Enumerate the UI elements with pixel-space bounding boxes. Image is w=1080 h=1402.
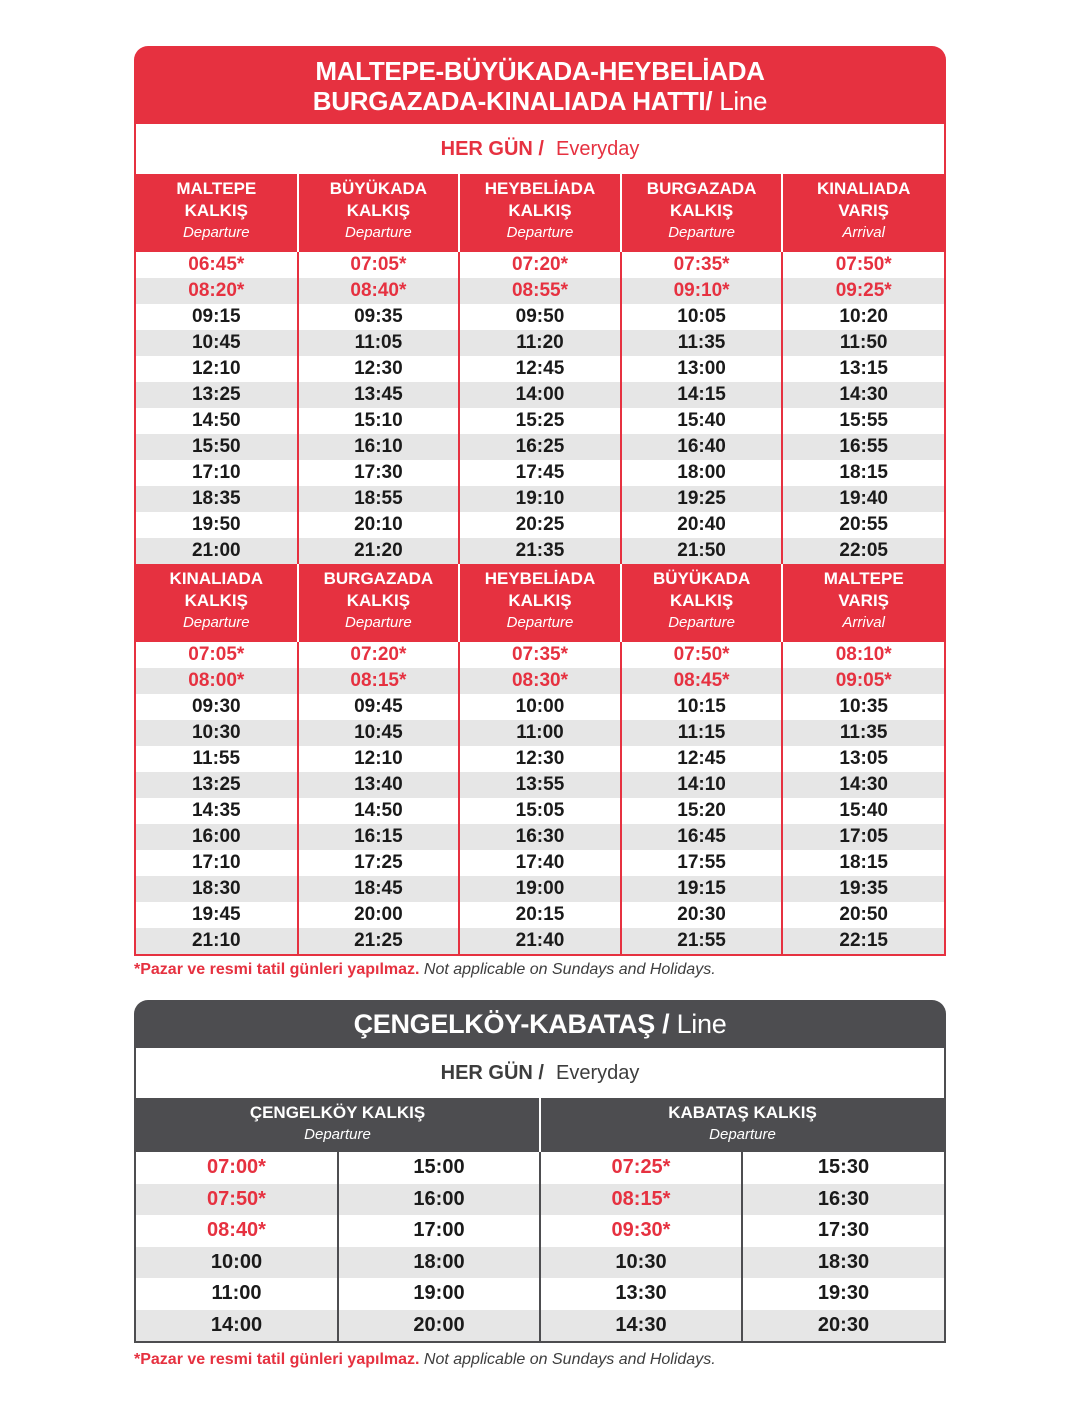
column-header-station: KINALIADA bbox=[816, 179, 911, 198]
table-row bbox=[136, 330, 944, 356]
time-cell: 09:35 bbox=[298, 304, 460, 330]
time-cell: 09:10* bbox=[621, 278, 783, 304]
time-cell: 21:55 bbox=[621, 928, 783, 954]
time-cell: 08:40* bbox=[298, 278, 460, 304]
time-cell: 18:30 bbox=[136, 876, 298, 902]
table-row bbox=[136, 538, 944, 564]
column-header bbox=[782, 174, 944, 252]
time-cell: 19:50 bbox=[136, 512, 298, 538]
time-cell: 18:15 bbox=[782, 850, 944, 876]
line2-title bbox=[134, 1000, 946, 1048]
time-cell: 17:30 bbox=[742, 1215, 944, 1247]
time-cell: 18:15 bbox=[782, 460, 944, 486]
time-cell: 12:45 bbox=[459, 356, 621, 382]
time-cell: 22:15 bbox=[782, 928, 944, 954]
time-cell: 19:40 bbox=[782, 486, 944, 512]
time-cell: 08:15* bbox=[298, 668, 460, 694]
time-cell: 20:25 bbox=[459, 512, 621, 538]
column-header-type: KALKIŞ bbox=[669, 201, 734, 220]
time-cell: 20:00 bbox=[338, 1310, 540, 1342]
time-cell: 09:15 bbox=[136, 304, 298, 330]
table-row bbox=[136, 642, 944, 668]
time-cell: 08:45* bbox=[621, 668, 783, 694]
time-cell: 14:15 bbox=[621, 382, 783, 408]
time-cell: 16:55 bbox=[782, 434, 944, 460]
time-cell: 11:00 bbox=[459, 720, 621, 746]
line2-title-text: ÇENGELKÖY-KABATAŞ / bbox=[353, 1009, 670, 1039]
column-header-subtitle: Departure bbox=[182, 614, 250, 631]
time-cell: 07:20* bbox=[459, 252, 621, 278]
table-row bbox=[136, 850, 944, 876]
time-cell: 16:40 bbox=[621, 434, 783, 460]
column-header bbox=[621, 564, 783, 642]
time-cell: 07:50* bbox=[621, 642, 783, 668]
column-header bbox=[459, 564, 621, 642]
time-cell: 10:30 bbox=[136, 720, 298, 746]
time-cell: 19:00 bbox=[459, 876, 621, 902]
time-cell: 13:40 bbox=[298, 772, 460, 798]
line1-everyday bbox=[136, 124, 944, 174]
time-cell: 10:20 bbox=[782, 304, 944, 330]
line2-footnote-bold: *Pazar ve resmi tatil günleri yapılmaz. bbox=[134, 1351, 420, 1368]
time-cell: 14:10 bbox=[621, 772, 783, 798]
time-cell: 14:30 bbox=[540, 1310, 742, 1342]
time-cell: 21:35 bbox=[459, 538, 621, 564]
column-header-station: KINALIADA bbox=[169, 569, 264, 588]
time-cell: 12:30 bbox=[459, 746, 621, 772]
time-cell: 09:25* bbox=[782, 278, 944, 304]
column-header bbox=[298, 564, 460, 642]
time-cell: 19:35 bbox=[782, 876, 944, 902]
time-cell: 11:35 bbox=[621, 330, 783, 356]
time-cell: 11:50 bbox=[782, 330, 944, 356]
time-cell: 14:50 bbox=[136, 408, 298, 434]
time-cell: 15:30 bbox=[742, 1152, 944, 1184]
time-cell: 14:30 bbox=[782, 772, 944, 798]
table-row bbox=[136, 512, 944, 538]
column-header-station: HEYBELİADA bbox=[484, 569, 596, 588]
time-cell: 20:30 bbox=[621, 902, 783, 928]
time-cell: 18:30 bbox=[742, 1247, 944, 1279]
time-cell: 08:40* bbox=[136, 1215, 338, 1247]
time-cell: 19:30 bbox=[742, 1278, 944, 1310]
column-header-station: BURGAZADA bbox=[323, 569, 434, 588]
column-header bbox=[298, 174, 460, 252]
table-row bbox=[136, 1278, 944, 1310]
time-cell: 14:00 bbox=[459, 382, 621, 408]
column-header-type: VARIŞ bbox=[838, 201, 890, 220]
column-header-subtitle: Departure bbox=[709, 1126, 776, 1143]
column-header-station: MALTEPE bbox=[823, 569, 904, 588]
time-cell: 10:00 bbox=[136, 1247, 338, 1279]
line1-inbound-table bbox=[136, 564, 944, 954]
time-cell: 22:05 bbox=[782, 538, 944, 564]
line1-footnote-italic: Not applicable on Sundays and Holidays. bbox=[423, 961, 716, 978]
time-cell: 16:00 bbox=[338, 1184, 540, 1216]
time-cell: 07:20* bbox=[298, 642, 460, 668]
time-cell: 21:10 bbox=[136, 928, 298, 954]
time-cell: 10:35 bbox=[782, 694, 944, 720]
time-cell: 20:15 bbox=[459, 902, 621, 928]
column-header-type: KALKIŞ bbox=[669, 591, 734, 610]
line2-everyday-thin: Everyday bbox=[555, 1061, 640, 1084]
column-header-station: MALTEPE bbox=[176, 179, 257, 198]
line1-schedule bbox=[134, 46, 946, 956]
time-cell: 15:05 bbox=[459, 798, 621, 824]
time-cell: 11:35 bbox=[782, 720, 944, 746]
time-cell: 20:00 bbox=[298, 902, 460, 928]
table-row bbox=[136, 668, 944, 694]
time-cell: 13:25 bbox=[136, 772, 298, 798]
column-header-type: VARIŞ bbox=[838, 591, 890, 610]
column-header-station: KABATAŞ KALKIŞ bbox=[668, 1103, 817, 1122]
time-cell: 11:55 bbox=[136, 746, 298, 772]
table-row bbox=[136, 772, 944, 798]
time-cell: 16:15 bbox=[298, 824, 460, 850]
time-cell: 13:25 bbox=[136, 382, 298, 408]
column-header-subtitle: Departure bbox=[182, 224, 250, 241]
line1-title bbox=[134, 46, 946, 124]
time-cell: 08:55* bbox=[459, 278, 621, 304]
time-cell: 14:00 bbox=[136, 1310, 338, 1342]
line2-everyday bbox=[136, 1048, 944, 1098]
time-cell: 15:20 bbox=[621, 798, 783, 824]
time-cell: 13:55 bbox=[459, 772, 621, 798]
line1-title-suffix: Line bbox=[719, 86, 768, 116]
column-header-station: BURGAZADA bbox=[646, 179, 757, 198]
time-cell: 08:20* bbox=[136, 278, 298, 304]
column-header-station: HEYBELİADA bbox=[484, 179, 596, 198]
time-cell: 10:00 bbox=[459, 694, 621, 720]
column-header bbox=[782, 564, 944, 642]
time-cell: 16:00 bbox=[136, 824, 298, 850]
column-header-subtitle: Departure bbox=[345, 614, 412, 631]
time-cell: 14:50 bbox=[298, 798, 460, 824]
column-header-type: KALKIŞ bbox=[508, 591, 572, 610]
time-cell: 15:55 bbox=[782, 408, 944, 434]
time-cell: 14:35 bbox=[136, 798, 298, 824]
time-cell: 19:00 bbox=[338, 1278, 540, 1310]
time-cell: 20:10 bbox=[298, 512, 460, 538]
time-cell: 18:45 bbox=[298, 876, 460, 902]
time-cell: 13:30 bbox=[540, 1278, 742, 1310]
time-cell: 18:35 bbox=[136, 486, 298, 512]
table-row bbox=[136, 1215, 944, 1247]
time-cell: 10:45 bbox=[136, 330, 298, 356]
line1-title-line1: MALTEPE-BÜYÜKADA-HEYBELİADA bbox=[315, 56, 765, 86]
column-header-type: KALKIŞ bbox=[508, 201, 572, 220]
column-header-subtitle: Arrival bbox=[842, 224, 885, 241]
time-cell: 07:00* bbox=[136, 1152, 338, 1184]
time-cell: 08:15* bbox=[540, 1184, 742, 1216]
time-cell: 12:30 bbox=[298, 356, 460, 382]
time-cell: 09:45 bbox=[298, 694, 460, 720]
time-cell: 16:30 bbox=[459, 824, 621, 850]
table-row bbox=[136, 278, 944, 304]
time-cell: 15:40 bbox=[782, 798, 944, 824]
column-header bbox=[621, 174, 783, 252]
time-cell: 18:55 bbox=[298, 486, 460, 512]
table-row bbox=[136, 382, 944, 408]
table-row bbox=[136, 876, 944, 902]
time-cell: 17:25 bbox=[298, 850, 460, 876]
time-cell: 14:30 bbox=[782, 382, 944, 408]
table-row bbox=[136, 486, 944, 512]
table-row bbox=[136, 1184, 944, 1216]
line1-everyday-thin: Everyday bbox=[555, 137, 640, 160]
time-cell: 07:35* bbox=[621, 252, 783, 278]
time-cell: 17:30 bbox=[298, 460, 460, 486]
table-row bbox=[136, 356, 944, 382]
time-cell: 17:10 bbox=[136, 460, 298, 486]
column-header-type: KALKIŞ bbox=[346, 201, 411, 220]
time-cell: 07:05* bbox=[298, 252, 460, 278]
column-header-type: KALKIŞ bbox=[346, 591, 411, 610]
line1-everyday-bold: HER GÜN / bbox=[440, 137, 544, 160]
column-header bbox=[459, 174, 621, 252]
column-header-type: KALKIŞ bbox=[184, 201, 248, 220]
time-cell: 16:10 bbox=[298, 434, 460, 460]
time-cell: 10:30 bbox=[540, 1247, 742, 1279]
time-cell: 12:10 bbox=[136, 356, 298, 382]
time-cell: 19:45 bbox=[136, 902, 298, 928]
time-cell: 09:50 bbox=[459, 304, 621, 330]
table-row bbox=[136, 720, 944, 746]
time-cell: 12:45 bbox=[621, 746, 783, 772]
time-cell: 18:00 bbox=[338, 1247, 540, 1279]
time-cell: 09:05* bbox=[782, 668, 944, 694]
time-cell: 07:50* bbox=[136, 1184, 338, 1216]
table-row bbox=[136, 1310, 944, 1342]
time-cell: 15:40 bbox=[621, 408, 783, 434]
line1-footnote-bold: *Pazar ve resmi tatil günleri yapılmaz. bbox=[134, 961, 420, 978]
time-cell: 17:10 bbox=[136, 850, 298, 876]
time-cell: 19:25 bbox=[621, 486, 783, 512]
time-cell: 21:25 bbox=[298, 928, 460, 954]
table-row bbox=[136, 252, 944, 278]
column-header bbox=[136, 1098, 540, 1152]
column-header bbox=[540, 1098, 944, 1152]
column-header-subtitle: Departure bbox=[668, 614, 735, 631]
time-cell: 08:00* bbox=[136, 668, 298, 694]
time-cell: 21:20 bbox=[298, 538, 460, 564]
time-cell: 08:30* bbox=[459, 668, 621, 694]
time-cell: 19:10 bbox=[459, 486, 621, 512]
line2-footnote bbox=[134, 1351, 716, 1369]
time-cell: 16:45 bbox=[621, 824, 783, 850]
time-cell: 10:45 bbox=[298, 720, 460, 746]
time-cell: 15:10 bbox=[298, 408, 460, 434]
time-cell: 11:20 bbox=[459, 330, 621, 356]
table-row bbox=[136, 746, 944, 772]
time-cell: 20:30 bbox=[742, 1310, 944, 1342]
time-cell: 21:50 bbox=[621, 538, 783, 564]
time-cell: 09:30* bbox=[540, 1215, 742, 1247]
column-header-subtitle: Arrival bbox=[842, 614, 885, 631]
time-cell: 06:45* bbox=[136, 252, 298, 278]
time-cell: 07:35* bbox=[459, 642, 621, 668]
table-row bbox=[136, 798, 944, 824]
time-cell: 10:15 bbox=[621, 694, 783, 720]
column-header-station: BÜYÜKADA bbox=[329, 179, 428, 198]
line1-title-line2: BURGAZADA-KINALIADA HATTI/ bbox=[312, 86, 713, 116]
table-row bbox=[136, 304, 944, 330]
line2-footnote-italic: Not applicable on Sundays and Holidays. bbox=[423, 1351, 716, 1368]
column-header-subtitle: Departure bbox=[506, 224, 574, 241]
time-cell: 08:10* bbox=[782, 642, 944, 668]
time-cell: 15:50 bbox=[136, 434, 298, 460]
time-cell: 17:40 bbox=[459, 850, 621, 876]
time-cell: 11:00 bbox=[136, 1278, 338, 1310]
column-header bbox=[136, 564, 298, 642]
column-header-subtitle: Departure bbox=[506, 614, 574, 631]
time-cell: 12:10 bbox=[298, 746, 460, 772]
time-cell: 09:30 bbox=[136, 694, 298, 720]
time-cell: 07:50* bbox=[782, 252, 944, 278]
column-header-subtitle: Departure bbox=[345, 224, 412, 241]
table-row bbox=[136, 460, 944, 486]
column-header-subtitle: Departure bbox=[304, 1126, 371, 1143]
time-cell: 17:45 bbox=[459, 460, 621, 486]
time-cell: 10:05 bbox=[621, 304, 783, 330]
line2-title-suffix: Line bbox=[676, 1009, 727, 1039]
column-header-subtitle: Departure bbox=[668, 224, 735, 241]
time-cell: 13:15 bbox=[782, 356, 944, 382]
table-row bbox=[136, 824, 944, 850]
line1-outbound-table bbox=[136, 174, 944, 564]
line1-footnote bbox=[134, 961, 716, 979]
line2-table bbox=[136, 1098, 944, 1341]
table-row bbox=[136, 694, 944, 720]
line2-everyday-bold: HER GÜN / bbox=[440, 1061, 544, 1084]
time-cell: 21:00 bbox=[136, 538, 298, 564]
time-cell: 16:25 bbox=[459, 434, 621, 460]
time-cell: 16:30 bbox=[742, 1184, 944, 1216]
time-cell: 13:00 bbox=[621, 356, 783, 382]
table-row bbox=[136, 1247, 944, 1279]
time-cell: 17:05 bbox=[782, 824, 944, 850]
time-cell: 15:25 bbox=[459, 408, 621, 434]
line2-schedule bbox=[134, 1000, 946, 1343]
time-cell: 13:05 bbox=[782, 746, 944, 772]
time-cell: 15:00 bbox=[338, 1152, 540, 1184]
time-cell: 20:55 bbox=[782, 512, 944, 538]
time-cell: 20:50 bbox=[782, 902, 944, 928]
column-header-station: BÜYÜKADA bbox=[652, 569, 751, 588]
time-cell: 17:55 bbox=[621, 850, 783, 876]
table-row bbox=[136, 1152, 944, 1184]
table-row bbox=[136, 902, 944, 928]
column-header-station: ÇENGELKÖY KALKIŞ bbox=[249, 1103, 426, 1122]
column-header-type: KALKIŞ bbox=[184, 591, 248, 610]
table-row bbox=[136, 408, 944, 434]
time-cell: 19:15 bbox=[621, 876, 783, 902]
table-row bbox=[136, 928, 944, 954]
time-cell: 07:25* bbox=[540, 1152, 742, 1184]
time-cell: 11:05 bbox=[298, 330, 460, 356]
column-header bbox=[136, 174, 298, 252]
time-cell: 13:45 bbox=[298, 382, 460, 408]
table-row bbox=[136, 434, 944, 460]
time-cell: 11:15 bbox=[621, 720, 783, 746]
time-cell: 18:00 bbox=[621, 460, 783, 486]
time-cell: 17:00 bbox=[338, 1215, 540, 1247]
time-cell: 21:40 bbox=[459, 928, 621, 954]
time-cell: 07:05* bbox=[136, 642, 298, 668]
time-cell: 20:40 bbox=[621, 512, 783, 538]
